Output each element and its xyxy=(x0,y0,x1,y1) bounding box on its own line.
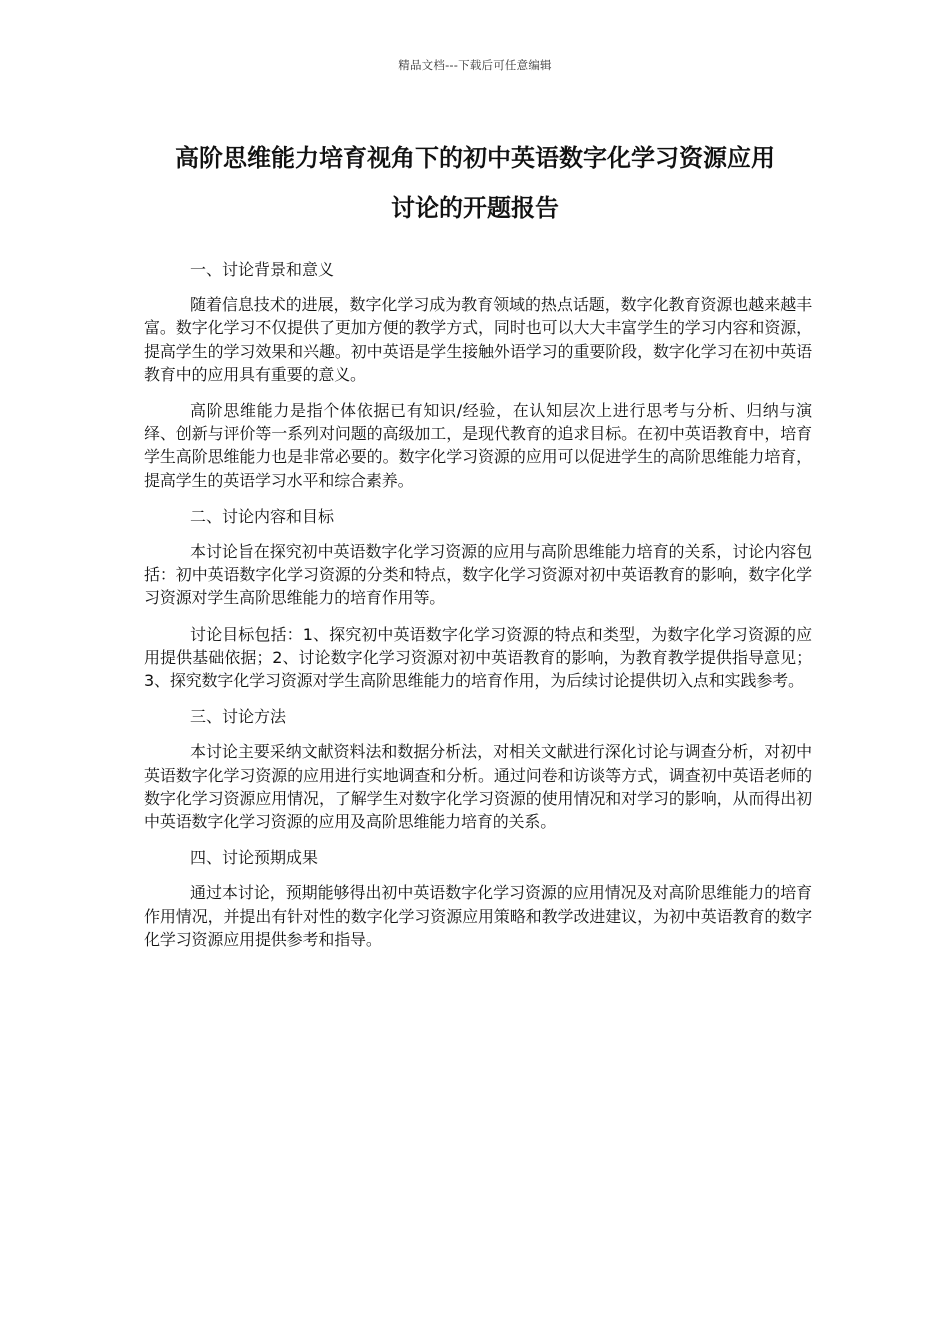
title-line-2: 讨论的开题报告 xyxy=(391,194,559,222)
section-methods xyxy=(144,705,812,833)
section-expected-results xyxy=(144,846,812,951)
paragraph: 通过本讨论，预期能够得出初中英语数字化学习资源的应用情况及对高阶思维能力的培育作用情况，并提出有针对性的数字化学习资源应用策略和教学改进建议，为初中英语教育的数字化学习资源应用提供参考和指导。 xyxy=(144,883,812,949)
section-heading: 一、讨论背景和意义 xyxy=(190,260,335,279)
section-heading: 四、讨论预期成果 xyxy=(190,848,319,868)
section-heading: 二、讨论内容和目标 xyxy=(190,506,335,526)
paragraph: 高阶思维能力是指个体依据已有知识/经验，在认知层次上进行思考与分析、归纳与演绎、创新与评价等一系列对问题的高级加工，是现代教育的追求目标。在初中英语教育中，培育学生高阶思维能力也是非常必要的。数字化学习资源的应用可以促进学生的高阶思维能力培育，提高学生的英语学习水平和综合素养。 xyxy=(144,401,812,490)
header-note: 精品文档---下载后可任意编辑 xyxy=(398,58,552,72)
section-background xyxy=(144,258,812,492)
section-content-goals xyxy=(144,505,812,692)
paragraph: 本讨论旨在探究初中英语数字化学习资源的应用与高阶思维能力培育的关系，讨论内容包括：初中英语数字化学习资源的分类和特点，数字化学习资源对初中英语教育的影响，数字化学习资源对学生高阶思维能力的培育作用等。 xyxy=(144,542,812,608)
title-line-1: 高阶思维能力培育视角下的初中英语数字化学习资源应用 xyxy=(175,144,775,172)
section-heading: 三、讨论方法 xyxy=(190,707,287,727)
paragraph: 讨论目标包括：1、探究初中英语数字化学习资源的特点和类型，为数字化学习资源的应用提供基础依据；2、讨论数字化学习资源对初中英语教育的影响，为教育教学提供指导意见；3、探究数字化学习资源对学生高阶思维能力的培育作用，为后续讨论提供切入点和实践参考。 xyxy=(144,624,812,691)
document-title xyxy=(120,133,830,233)
paragraph: 随着信息技术的进展，数字化学习成为教育领域的热点话题，数字化教育资源也越来越丰富。数字化学习不仅提供了更加方便的教学方式，同时也可以大大丰富学生的学习内容和资源，提高学生的学习效果和兴趣。初中英语是学生接触外语学习的重要阶段，数字化学习在初中英语教育中的应用具有重要的意义。 xyxy=(144,295,812,384)
paragraph: 本讨论主要采纳文献资料法和数据分析法，对相关文献进行深化讨论与调查分析，对初中英语数字化学习资源的应用进行实地调查和分析。通过问卷和访谈等方式，调查初中英语老师的数字化学习资源应用情况，了解学生对数字化学习资源的使用情况和对学习的影响，从而得出初中英语数字化学习资源的应用及高阶思维能力培育的关系。 xyxy=(144,742,812,832)
document-body xyxy=(144,258,812,964)
